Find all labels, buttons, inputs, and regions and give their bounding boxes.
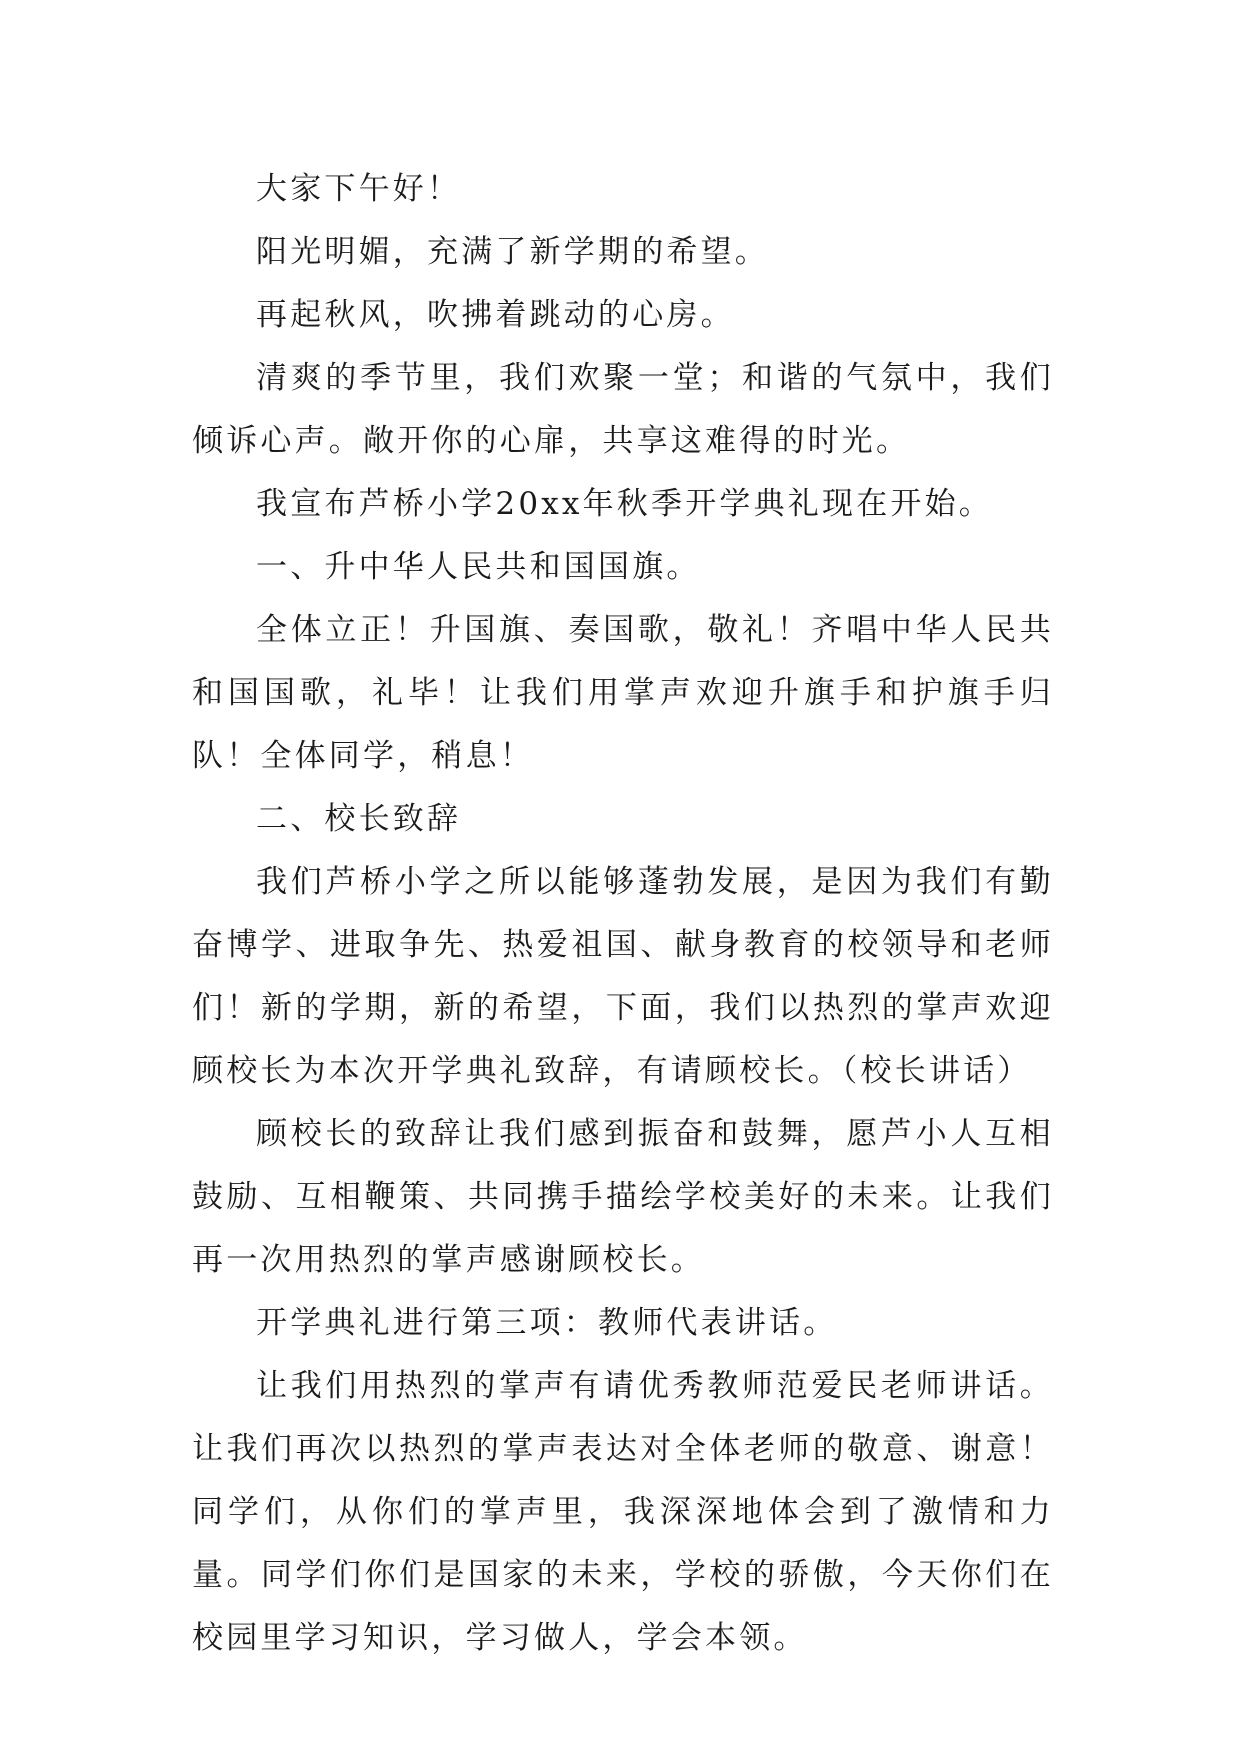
paragraph-gathering: 清爽的季节里，我们欢聚一堂；和谐的气氛中，我们倾诉心声。敞开你的心扉，共享这难得的时光。 <box>192 360 1054 459</box>
paragraph-teacher-speech: 让我们用热烈的掌声有请优秀教师范爱民老师讲话。让我们再次以热烈的掌声表达对全体老师的敬意、谢意！同学们，从你们的掌声里，我深深地体会到了激情和力量。同学们你们是国家的未来，学校的骄傲，今天你们在校园里学习知识，学习做人，学会本领。 <box>192 1368 1054 1656</box>
paragraph-announcement: 我宣布芦桥小学20xx年秋季开学典礼现在开始。 <box>256 486 994 522</box>
paragraph-sunshine: 阳光明媚，充满了新学期的希望。 <box>256 234 769 270</box>
paragraph-greeting: 大家下午好！ <box>256 171 462 207</box>
paragraph-flag-ceremony: 全体立正！升国旗、奏国歌，敬礼！齐唱中华人民共和国国歌，礼毕！让我们用掌声欢迎升旗手和护旗手归队！全体同学，稍息！ <box>192 612 1054 774</box>
paragraph-item-principal: 二、校长致辞 <box>256 801 462 837</box>
paragraph-principal-thanks: 顾校长的致辞让我们感到振奋和鼓舞，愿芦小人互相鼓励、互相鞭策、共同携手描绘学校美好的未来。让我们再一次用热烈的掌声感谢顾校长。 <box>192 1116 1054 1278</box>
document-body <box>192 158 1054 1670</box>
paragraph-autumn-wind: 再起秋风，吹拂着跳动的心房。 <box>256 297 735 333</box>
paragraph-item-teacher: 开学典礼进行第三项：教师代表讲话。 <box>256 1305 838 1341</box>
paragraph-principal-intro: 我们芦桥小学之所以能够蓬勃发展，是因为我们有勤奋博学、进取争先、热爱祖国、献身教育的校领导和老师们！新的学期，新的希望，下面，我们以热烈的掌声欢迎顾校长为本次开学典礼致辞，有请顾校长。（校长讲话） <box>192 864 1054 1089</box>
paragraph-item-flag: 一、升中华人民共和国国旗。 <box>256 549 701 585</box>
